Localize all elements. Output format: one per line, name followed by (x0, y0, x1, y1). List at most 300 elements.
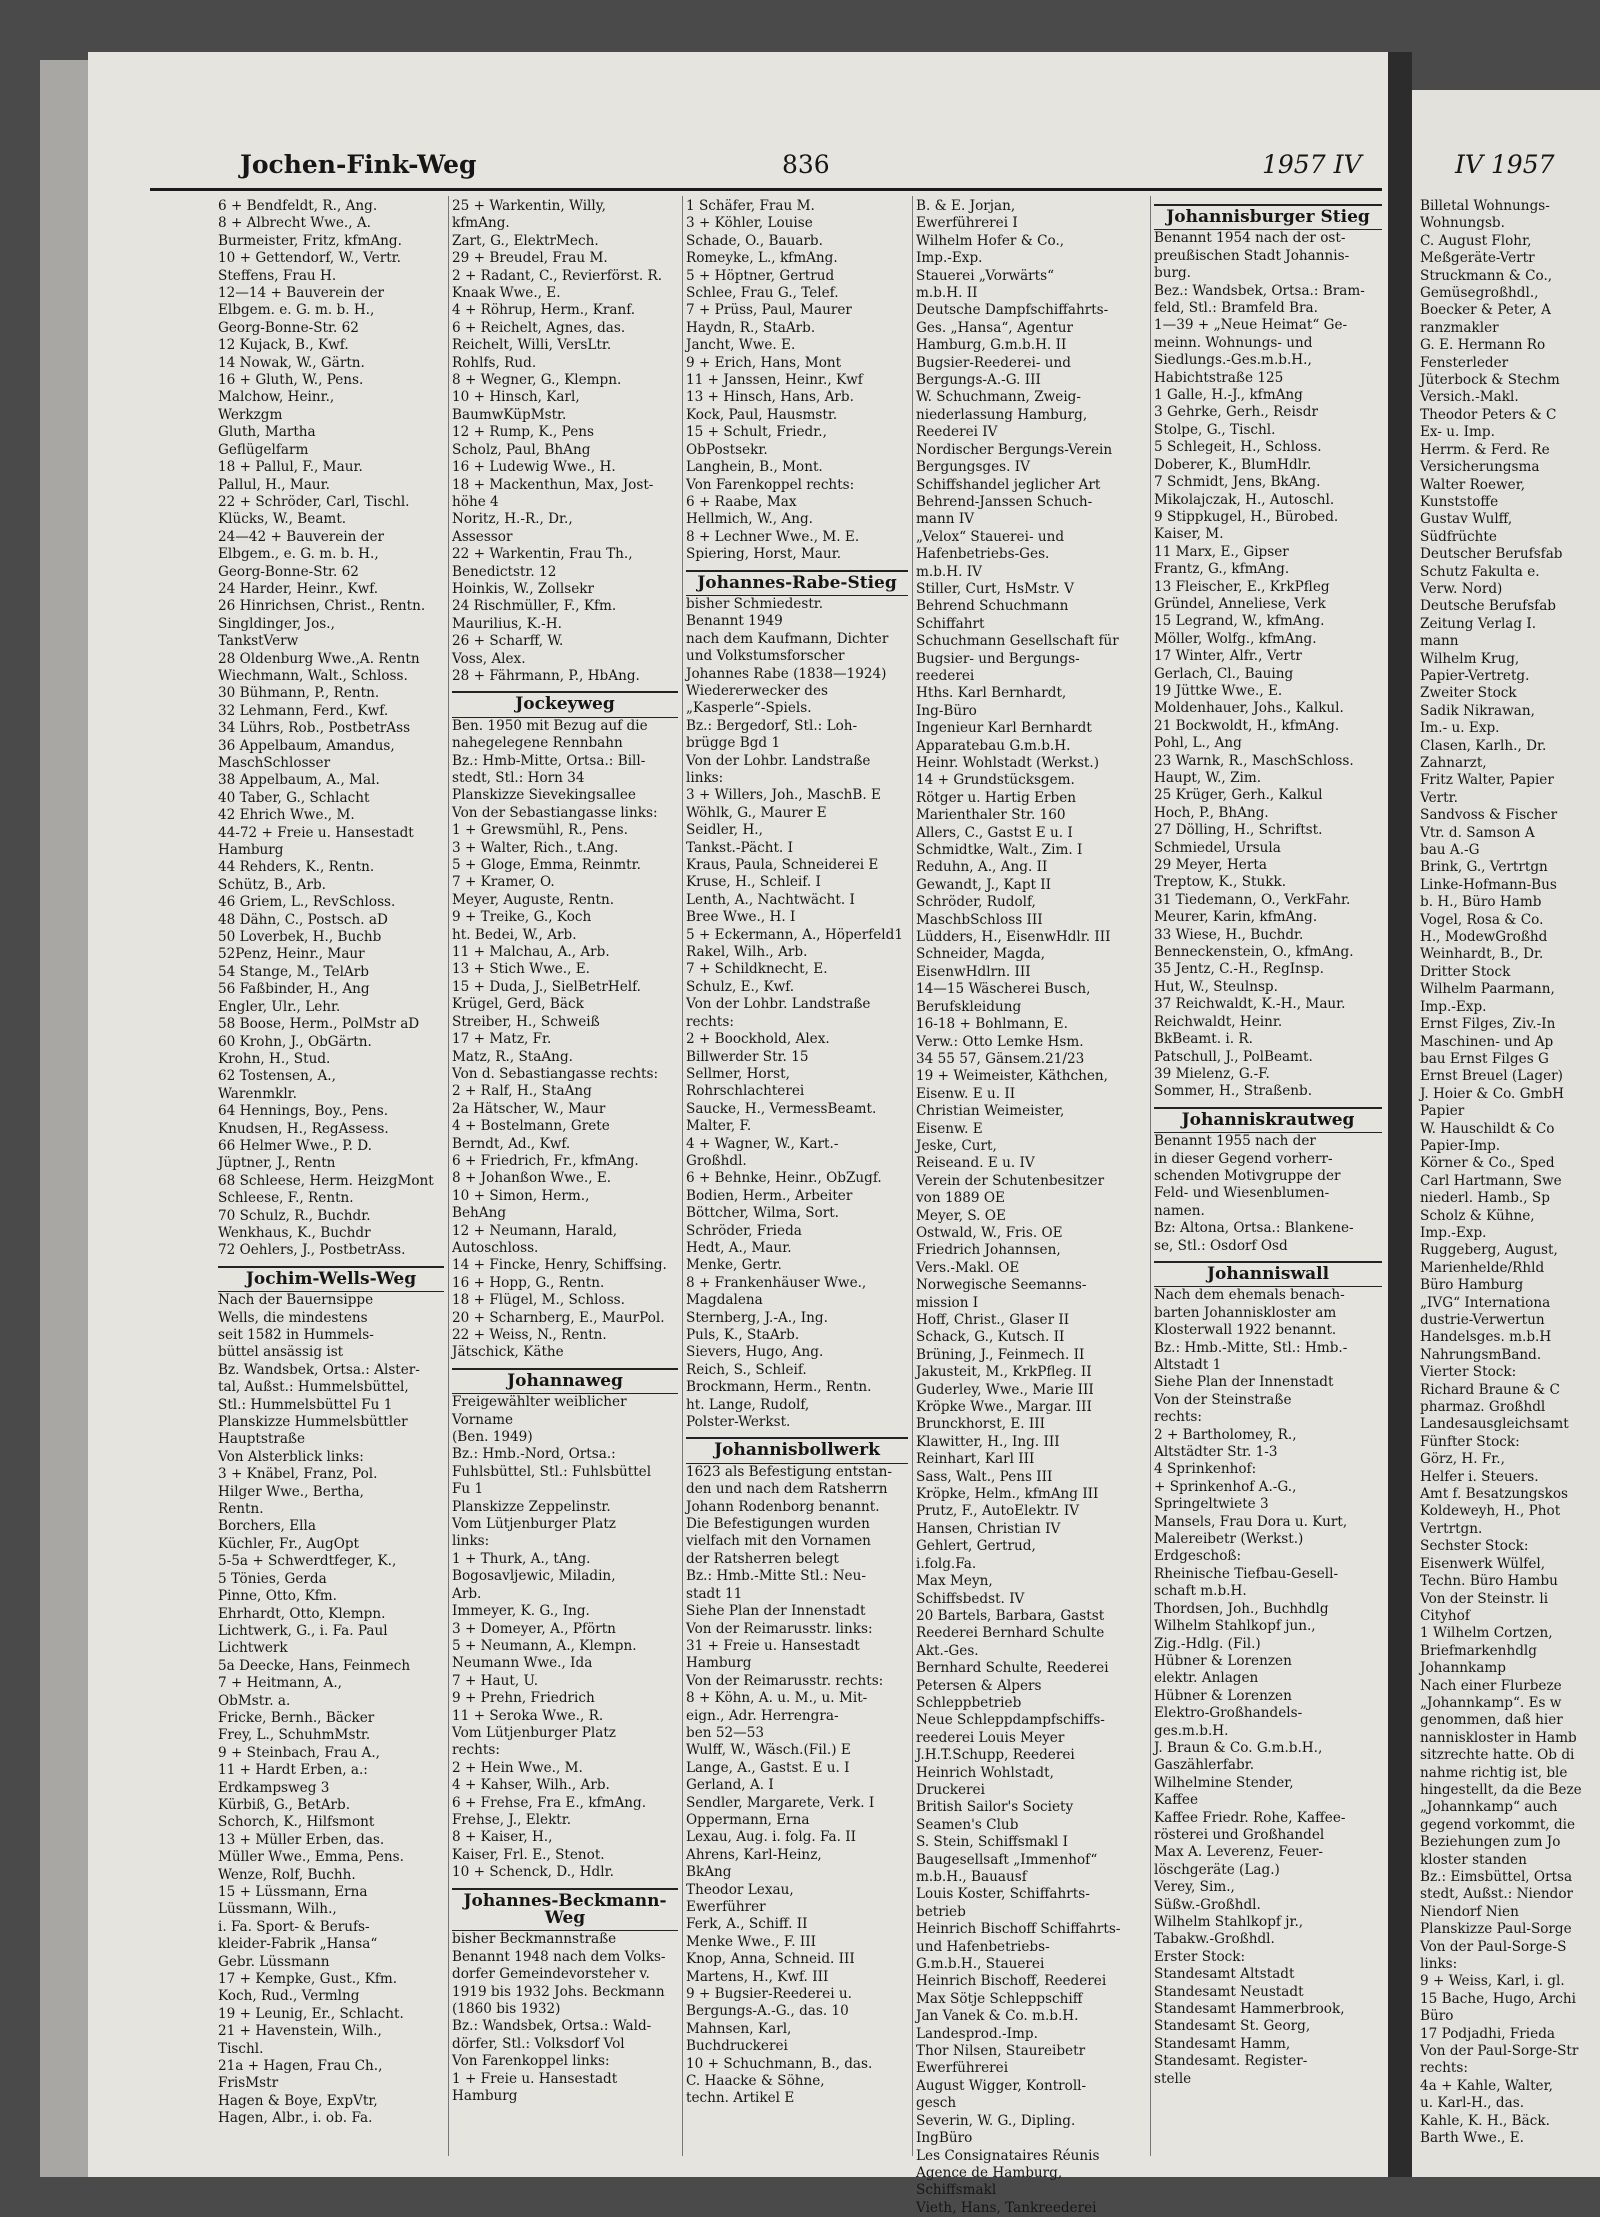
directory-entry: Zahnarzt, (1420, 755, 1487, 771)
directory-entry: Erdkampsweg 3 (218, 1779, 330, 1796)
directory-entry: IngBüro (916, 2130, 973, 2147)
directory-entry: 11 + Janssen, Heinr., Kwf (686, 372, 863, 389)
directory-entry: ranzmakler (1420, 319, 1499, 336)
directory-entry: 8 + Wegner, G., Klempn. (452, 372, 622, 389)
directory-entry: Allers, C., Gastst E u. I (916, 824, 1073, 841)
directory-entry: 12 + Neumann, Harald, (452, 1222, 618, 1239)
directory-entry: 4a + Kahle, Walter, (1420, 2077, 1553, 2094)
directory-entry: 16 + Hopp, G., Rentn. (452, 1274, 605, 1291)
directory-entry: ht. Bedei, W., Arb. (452, 926, 577, 943)
directory-entry: „IVG“ Internationa (1420, 1294, 1551, 1311)
directory-entry: Eisenwerk Wülfel, (1420, 1555, 1546, 1572)
directory-entry: Lüdders, H., EisenwHdlr. III (916, 929, 1111, 946)
directory-entry: Von Farenkoppel links: (452, 2053, 610, 2070)
directory-entry: Siehe Plan der Innenstadt (1154, 1374, 1334, 1391)
directory-entry: sitzrechte hatte. Ob di (1420, 1747, 1575, 1764)
column-divider (448, 196, 449, 2156)
directory-entry: Görz, H. Fr., (1420, 1451, 1505, 1468)
directory-entry: G. E. Hermann Ro (1420, 337, 1546, 354)
directory-entry: 7 + Schildknecht, E. (686, 961, 828, 978)
directory-entry: 1 Galle, H.-J., kfmAng (1154, 387, 1303, 404)
directory-entry: 20 + Scharnberg, E., MaurPol. (452, 1309, 665, 1326)
directory-entry: Imp.-Exp. (916, 250, 983, 267)
directory-entry: Kaffee Friedr. Rohe, Kaffee- (1154, 1809, 1346, 1826)
directory-entry: Guderley, Wwe., Marie III (916, 1381, 1094, 1398)
directory-entry: nahegelegene Rennbahn (452, 735, 623, 752)
street-heading: Johannisburger Stieg (1154, 204, 1382, 230)
directory-entry: ObMstr. a. (218, 1692, 291, 1709)
directory-entry: Rohrschlachterei (686, 1083, 805, 1100)
directory-entry: 21 + Havenstein, Wilh., (218, 2023, 382, 2040)
directory-entry: Hagen, Albr., i. ob. Fa. (218, 2110, 373, 2127)
directory-entry: 2 + Ralf, H., StaAng (452, 1083, 592, 1100)
directory-entry: Tischl. (218, 2040, 264, 2057)
directory-entry: 7 + Kramer, O. (452, 874, 555, 891)
directory-entry: J. Hoier & Co. GmbH (1420, 1085, 1565, 1102)
directory-entry: Krügel, Gerd, Bäck (452, 996, 584, 1013)
directory-entry: Behrend-Janssen Schuch- (916, 493, 1093, 510)
directory-entry: Zart, G., ElektrMech. (452, 232, 599, 249)
directory-entry: Marienthaler Str. 160 (916, 807, 1066, 824)
directory-entry: Briefmarkenhdlg (1420, 1642, 1537, 1659)
directory-entry: Malereibetr (Werkst.) (1154, 1531, 1304, 1548)
directory-entry: Sandvoss & Fischer (1420, 807, 1558, 824)
directory-entry: 33 Wiese, H., Buchdr. (1154, 926, 1304, 943)
directory-entry: Severin, W. G., Dipling. (916, 2112, 1076, 2129)
directory-entry: Vertrtgn. (1420, 1520, 1483, 1537)
directory-entry: Reederei IV (916, 424, 998, 441)
directory-entry: Johann Rodenborg benannt. (686, 1498, 880, 1515)
directory-entry: Ernst Filges, Ziv.-In (1420, 1016, 1556, 1033)
directory-entry: 7 + Haut, U. (452, 1672, 539, 1689)
directory-entry: Herrm. & Ferd. Re (1420, 441, 1550, 458)
directory-entry: 52Penz, Heinr., Maur (218, 946, 365, 963)
directory-entry: Bz: Altona, Ortsa.: Blankene- (1154, 1220, 1354, 1237)
directory-entry: gegend vorkommt, die (1420, 1816, 1576, 1833)
directory-entry: Kaiser, Frl. E., Stenot. (452, 1846, 605, 1863)
directory-entry: Im.- u. Exp. (1420, 720, 1500, 737)
directory-entry: Walter Roewer, (1420, 476, 1526, 493)
directory-entry: Malchow, Heinr., (218, 389, 335, 406)
directory-entry: namen. (1154, 1202, 1205, 1219)
directory-entry: Linke-Hofmann-Bus (1420, 876, 1557, 893)
directory-entry: 24 Harder, Heinr., Kwf. (218, 580, 379, 597)
directory-entry: 11 + Hardt Erben, a.: (218, 1762, 368, 1779)
directory-entry: Rohlfs, Rud. (452, 354, 537, 371)
directory-entry: b. H., Büro Hamb (1420, 894, 1542, 911)
directory-entry: Neumann Wwe., Ida (452, 1655, 593, 1672)
directory-entry: Engler, Ulr., Lehr. (218, 998, 341, 1015)
directory-column-5 (1154, 198, 1382, 2168)
directory-entry: 2 + Radant, C., Revierförst. R. (452, 267, 663, 284)
directory-entry: Niendorf Nien (1420, 1903, 1519, 1920)
directory-entry: Haydn, R., StaArb. (686, 319, 816, 336)
directory-entry: Christian Weimeister, (916, 1103, 1065, 1120)
directory-entry: nanniskloster in Hamb (1420, 1729, 1577, 1746)
directory-entry: Friedrich Johannsen, (916, 1242, 1061, 1259)
directory-entry: TankstVerw (218, 633, 299, 650)
directory-entry: 5 + Neumann, A., Klempn. (452, 1637, 637, 1654)
directory-entry: Saucke, H., VermessBeamt. (686, 1100, 877, 1117)
directory-entry: 10 + Schuchmann, B., das. (686, 2055, 873, 2072)
directory-entry: Standesamt St. Georg, (1154, 2018, 1311, 2035)
directory-entry: Bez.: Wandsbek, Ortsa.: Bram- (1154, 282, 1365, 299)
directory-entry: Standesamt Neustadt (1154, 1983, 1304, 2000)
directory-entry: dustrie-Verwertun (1420, 1312, 1545, 1328)
directory-entry: Erdgeschoß: (1154, 1548, 1242, 1565)
directory-entry: Fricke, Bernh., Bäcker (218, 1709, 375, 1726)
directory-entry: Von der Sebastiangasse links: (452, 804, 658, 821)
directory-entry: Haupt, W., Zim. (1154, 770, 1262, 786)
directory-entry: Cityhof (1420, 1607, 1470, 1624)
directory-entry: Spiering, Horst, Maur. (686, 546, 842, 563)
directory-entry: Menke, Gertr. (686, 1257, 782, 1274)
directory-entry: 17 Winter, Alfr., Vertr (1154, 648, 1302, 665)
directory-entry: stedt, Stl.: Horn 34 (452, 770, 585, 786)
directory-entry: mission I (916, 1294, 979, 1311)
directory-entry: Reich, S., Schleif. (686, 1361, 807, 1378)
directory-entry: „Velox“ Stauerei- und (916, 528, 1065, 545)
directory-entry: 38 Appelbaum, A., Mal. (218, 772, 380, 789)
directory-entry: Menke Wwe., F. III (686, 1933, 817, 1950)
directory-entry: Von der Paul-Sorge-Str (1420, 2043, 1579, 2060)
directory-entry: Bernhard Schulte, Reederei (916, 1660, 1109, 1677)
directory-entry: „Johannkamp“. Es w (1420, 1694, 1562, 1711)
directory-entry: 4 Sprinkenhof: (1154, 1461, 1257, 1478)
directory-entry: Eisenw. E u. II (916, 1085, 1016, 1102)
directory-entry: techn. Artikel E (686, 2090, 795, 2107)
directory-entry: 1623 als Befestigung entstan- (686, 1463, 892, 1480)
directory-entry: Verw.: Otto Lemke Hsm. (916, 1033, 1084, 1050)
directory-entry: 12—14 + Bauverein der (218, 285, 385, 302)
street-heading: Johannes-Rabe-Stieg (686, 570, 908, 596)
directory-entry: Barth Wwe., E. (1420, 2130, 1524, 2147)
directory-entry: Lüssmann, Wilh., (218, 1901, 337, 1918)
directory-entry: Bz.: Eimsbüttel, Ortsa (1420, 1869, 1573, 1885)
directory-entry: Frantz, G., kfmAng. (1154, 561, 1290, 578)
directory-entry: Magdalena (686, 1292, 763, 1309)
directory-entry: Planskizze Zeppelinstr. (452, 1498, 611, 1515)
directory-entry: Thordsen, Joh., Buchhdlg (1154, 1600, 1329, 1617)
directory-entry: genommen, daß hier (1420, 1712, 1563, 1729)
directory-entry: Immeyer, K. G., Ing. (452, 1603, 590, 1620)
directory-entry: 46 Griem, L., RevSchloss. (218, 894, 396, 911)
directory-entry: vielfach mit den Vornamen (686, 1533, 871, 1550)
directory-entry: Hoinkis, W., Zollsekr (452, 580, 594, 597)
directory-entry: Wilhelmine Stender, (1154, 1774, 1294, 1791)
directory-entry: Ernst Breuel (Lager) (1420, 1068, 1563, 1085)
directory-entry: mann (1420, 633, 1459, 650)
directory-entry: Boecker & Peter, A (1420, 302, 1551, 319)
directory-entry: Geflügelfarm (218, 441, 309, 458)
directory-entry: Standesamt. Register- (1154, 2053, 1308, 2070)
directory-entry: 1 Schäfer, Frau M. (686, 198, 815, 214)
directory-entry: mann IV (916, 511, 975, 528)
directory-entry: Kröpke, Helm., kfmAng III (916, 1486, 1099, 1503)
directory-entry: 1—39 + „Neue Heimat“ Ge- (1154, 317, 1348, 334)
directory-entry: Ges. „Hansa“, Agentur (916, 319, 1073, 336)
directory-entry: bisher Beckmannstraße (452, 1931, 617, 1948)
directory-entry: 10 + Hinsch, Karl, (452, 389, 580, 406)
street-heading: Johannaweg (452, 1368, 678, 1394)
directory-entry: rechts: (686, 1013, 734, 1030)
directory-entry: Sechster Stock: (1420, 1538, 1529, 1555)
directory-entry: 15 Bache, Hugo, Archi (1420, 1990, 1576, 2007)
directory-entry: Kürbiß, G., BetArb. (218, 1796, 351, 1813)
directory-entry: NahrungsmBand. (1420, 1346, 1542, 1363)
directory-entry: Büro (1420, 2008, 1454, 2025)
directory-entry: Lichtwerk (218, 1640, 288, 1657)
directory-entry: Landesausgleichsamt (1420, 1416, 1569, 1433)
directory-entry: Max A. Leverenz, Feuer- (1154, 1844, 1323, 1861)
directory-entry: Gaszählerfabr. (1154, 1757, 1255, 1774)
directory-entry: Heinr. Wohlstadt (Werkst.) (916, 755, 1100, 771)
directory-entry: Bz.: Hmb.-Nord, Ortsa.: (452, 1446, 616, 1463)
directory-entry: Bergungsges. IV (916, 459, 1030, 476)
directory-entry: Zig.-Hdlg. (Fil.) (1154, 1635, 1261, 1652)
directory-entry: Schuchmann Gesellschaft für (916, 633, 1119, 650)
directory-entry: 21 Bockwoldt, H., kfmAng. (1154, 717, 1340, 734)
directory-entry: Tabakw.-Großhdl. (1154, 1931, 1275, 1948)
directory-entry: Fuhlsbüttel, Stl.: Fuhlsbüttel (452, 1463, 652, 1480)
directory-column-4 (916, 198, 1146, 2216)
directory-entry: Bodien, Herm., Arbeiter (686, 1187, 853, 1204)
directory-entry: tal, Außst.: Hummelsbüttel, (218, 1379, 409, 1396)
directory-entry: Frey, L., SchuhmMstr. (218, 1727, 371, 1744)
directory-entry: Ewerführer (686, 1899, 766, 1915)
directory-entry: Hilger Wwe., Bertha, (218, 1483, 364, 1500)
directory-entry: Küchler, Fr., AugOpt (218, 1535, 360, 1552)
directory-entry: 14 + Fincke, Henry, Schiffsing. (452, 1257, 667, 1274)
directory-entry: Rheinische Tiefbau-Gesell- (1154, 1565, 1339, 1582)
directory-entry: Johannes Rabe (1838—1924) (686, 665, 887, 682)
directory-entry: niederl. Hamb., Sp (1420, 1190, 1550, 1207)
directory-entry: Kaiser, M. (1154, 526, 1224, 543)
directory-entry: Heinrich Wohlstadt, (916, 1764, 1054, 1781)
directory-entry: Georg-Bonne-Str. 62 (218, 563, 359, 580)
directory-entry: Louis Koster, Schiffahrts- (916, 1886, 1090, 1903)
directory-entry: ges.m.b.H. (1154, 1722, 1229, 1739)
directory-entry: 4 + Wagner, W., Kart.- (686, 1135, 839, 1152)
directory-entry: Ahrens, Karl-Heinz, (686, 1846, 822, 1863)
directory-entry: Hedt, A., Maur. (686, 1239, 792, 1256)
directory-entry: Stolpe, G., Tischl. (1154, 421, 1276, 438)
directory-entry: Kaffee (1154, 1792, 1199, 1809)
directory-entry: Südfrüchte (1420, 528, 1497, 545)
directory-entry: Hamburg, G.m.b.H. II (916, 337, 1067, 354)
directory-entry: 26 Hinrichsen, Christ., Rentn. (218, 598, 426, 615)
directory-entry: 8 + Lechner Wwe., M. E. (686, 528, 860, 545)
directory-entry: Koch, Rud., Vermlng (218, 1988, 360, 2005)
directory-entry: Max Sötje Schleppschiff (916, 1990, 1083, 2007)
directory-entry: 17 Podjadhi, Frieda (1420, 2025, 1555, 2042)
directory-entry: Krohn, H., Stud. (218, 1050, 331, 1067)
directory-entry: 2a Hätscher, W., Maur (452, 1100, 606, 1117)
directory-entry: Streiber, H., Schweiß (452, 1013, 600, 1030)
directory-entry: Lexau, Aug. i. folg. Fa. II (686, 1829, 857, 1846)
directory-entry: Papier-Imp. (1420, 1137, 1501, 1154)
directory-entry: 3 + Köhler, Louise (686, 215, 813, 232)
directory-entry: Bz.: Hmb.-Mitte Stl.: Neu- (686, 1568, 866, 1585)
street-heading: Jochim-Wells-Weg (218, 1266, 444, 1292)
directory-entry: 48 Dähn, C., Postsch. aD (218, 911, 388, 928)
directory-entry: 5 + Gloge, Emma, Reinmtr. (452, 857, 641, 874)
directory-entry: Sass, Walt., Pens III (916, 1468, 1053, 1485)
directory-entry: Wilhelm Stahlkopf jr., (1154, 1914, 1304, 1930)
directory-entry: 8 + Albrecht Wwe., A. (218, 215, 371, 232)
directory-entry: 5 Tönies, Gerda (218, 1570, 327, 1587)
street-heading: Johanniskrautweg (1154, 1107, 1382, 1133)
directory-entry: Benannt 1954 nach der ost- (1154, 230, 1346, 247)
directory-entry: Heinrich Bischoff Schiffahrts- (916, 1921, 1121, 1938)
directory-entry: Puls, K., StaArb. (686, 1327, 800, 1343)
directory-entry: Jakusteit, M., KrkPfleg. II (916, 1364, 1092, 1381)
directory-entry: British Sailor's Society (916, 1799, 1074, 1816)
directory-entry: Imp.-Exp. (1420, 1224, 1487, 1241)
directory-column-3 (686, 198, 908, 2168)
directory-entry: Die Befestigungen wurden (686, 1516, 870, 1533)
directory-entry: Sievers, Hugo, Ang. (686, 1344, 824, 1361)
directory-entry: Burmeister, Fritz, kfmAng. (218, 232, 402, 249)
directory-entry: Jeske, Curt, (916, 1137, 997, 1154)
directory-entry: in dieser Gegend vorherr- (1154, 1150, 1333, 1167)
directory-entry: Altstädter Str. 1-3 (1154, 1444, 1278, 1461)
directory-entry: Hansen, Christian IV (916, 1520, 1061, 1537)
directory-entry: 15 + Schult, Friedr., (686, 424, 827, 441)
directory-entry: Freigewählter weiblicher (452, 1394, 627, 1411)
directory-entry: Böttcher, Wilma, Sort. (686, 1205, 840, 1222)
directory-entry: Von d. Sebastiangasse rechts: (452, 1065, 659, 1082)
directory-entry: 13 + Hinsch, Hans, Arb. (686, 389, 854, 406)
directory-entry: Stiller, Curt, HsMstr. V (916, 580, 1074, 597)
directory-entry: Hübner & Lorenzen (1154, 1652, 1292, 1669)
directory-entry: Voss, Alex. (452, 650, 526, 667)
directory-entry: Gemüsegroßhdl., (1420, 285, 1539, 302)
directory-entry: Oppermann, Erna (686, 1811, 810, 1828)
directory-entry: 8 + Kaiser, H., (452, 1829, 553, 1846)
directory-entry: 40 Taber, G., Schlacht (218, 789, 370, 806)
directory-entry: BkBeamt. i. R. (1154, 1031, 1253, 1048)
directory-entry: meinn. Wohnungs- und (1154, 334, 1313, 351)
directory-entry: 10 + Gettendorf, W., Vertr. (218, 250, 401, 267)
directory-entry: Behrend Schuchmann (916, 598, 1069, 615)
directory-entry: Gerlach, Cl., Bauing (1154, 665, 1294, 682)
directory-entry: Beziehungen zum Jo (1420, 1834, 1561, 1851)
directory-entry: Meyer, S. OE (916, 1207, 1006, 1224)
directory-entry: Schorch, K., Hilfsmont (218, 1814, 375, 1831)
directory-entry: der Ratsherren belegt (686, 1550, 839, 1567)
column-divider (912, 196, 913, 2156)
directory-entry: Bz.: Hmb.-Mitte, Stl.: Hmb.- (1154, 1339, 1348, 1356)
directory-entry: Imp.-Exp. (1420, 998, 1487, 1015)
directory-entry: 20 Bartels, Barbara, Gastst (916, 1607, 1105, 1624)
directory-entry: Gehlert, Gertrud, (916, 1538, 1036, 1555)
directory-entry: Landesprod.-Imp. (916, 2025, 1038, 2042)
directory-entry: Martens, H., Kwf. III (686, 1968, 829, 1985)
directory-entry: Papier (1420, 1103, 1465, 1120)
directory-entry: 22 + Warkentin, Frau Th., (452, 546, 633, 563)
directory-entry: schaft m.b.H. (1154, 1583, 1247, 1600)
directory-entry: 9 + Prehn, Friedrich (452, 1690, 595, 1707)
directory-entry: Kock, Paul, Hausmstr. (686, 406, 838, 423)
directory-entry: Nach dem ehemals benach- (1154, 1287, 1345, 1304)
directory-entry: Süßw.-Großhdl. (1154, 1896, 1261, 1913)
directory-entry: (1860 bis 1932) (452, 2001, 561, 2018)
directory-entry: 10 + Simon, Herm., (452, 1187, 590, 1204)
directory-entry: 70 Schulz, R., Buchdr. (218, 1207, 371, 1224)
directory-entry: Gewandt, J., Kapt II (916, 876, 1052, 893)
directory-entry: „Kasperle“-Spiels. (686, 700, 812, 717)
directory-entry: 30 Bühmann, P., Rentn. (218, 685, 380, 702)
directory-entry: 42 Ehrich Wwe., M. (218, 807, 355, 824)
directory-entry: Ben. 1950 mit Bezug auf die (452, 717, 648, 734)
directory-entry: 16 + Gluth, W., Pens. (218, 372, 364, 389)
directory-entry: BkAng (686, 1864, 732, 1881)
directory-entry: Wulff, W., Wäsch.(Fil.) E (686, 1742, 851, 1759)
directory-entry: Marienhelde/Rhld (1420, 1259, 1545, 1276)
directory-entry: Bz.: Hmb-Mitte, Ortsa.: Bill- (452, 752, 646, 769)
directory-entry: Frehse, J., Elektr. (452, 1811, 572, 1828)
directory-entry: Planskizze Sievekingsallee (452, 787, 636, 804)
directory-entry: Großhdl. (686, 1152, 747, 1169)
directory-entry: Knaak Wwe., E. (452, 285, 561, 302)
directory-entry: Hagen & Boye, ExpVtr, (218, 2092, 378, 2109)
directory-entry: Max Meyn, (916, 1573, 993, 1590)
directory-entry: links: (1420, 1956, 1458, 1973)
directory-entry: Stauerei „Vorwärts“ (916, 267, 1055, 284)
directory-entry: Handelsges. m.b.H (1420, 1329, 1552, 1346)
directory-entry: 9 + Treike, G., Koch (452, 909, 592, 926)
directory-entry: Billetal Wohnungs- (1420, 198, 1550, 214)
directory-entry: W. Hauschildt & Co (1420, 1120, 1555, 1137)
directory-entry: Knop, Anna, Schneid. III (686, 1951, 855, 1968)
directory-entry: Schack, G., Kutsch. II (916, 1329, 1065, 1346)
directory-entry: Siedlungs.-Ges.m.b.H., (1154, 352, 1312, 369)
directory-entry: Elbgem. e. G. m. b. H., (218, 302, 375, 319)
directory-entry: Brüning, J., Feinmech. II (916, 1346, 1085, 1363)
directory-entry: Wilhelm Krug, (1420, 650, 1520, 667)
directory-entry: dörfer, Stl.: Volksdorf Vol (452, 2035, 625, 2052)
directory-entry: brügge Bgd 1 (686, 735, 781, 752)
directory-entry: (Ben. 1949) (452, 1429, 533, 1446)
directory-entry: 1919 bis 1932 Johs. Beckmann (452, 1983, 665, 2000)
directory-entry: burg. (1154, 265, 1191, 282)
directory-entry: Ferk, A., Schiff. II (686, 1916, 808, 1933)
directory-entry: Reichelt, Willi, VersLtr. (452, 337, 612, 354)
directory-entry: Vieth, Hans, Tankreederei (916, 2199, 1097, 2216)
directory-entry: Singldinger, Jos., (218, 615, 335, 632)
directory-entry: 56 Faßbinder, H., Ang (218, 981, 370, 998)
directory-entry: gesch (916, 2095, 957, 2112)
directory-entry: Assessor (452, 528, 513, 545)
directory-entry: Schiffshandel jeglicher Art (916, 476, 1101, 493)
directory-entry: 64 Hennings, Boy., Pens. (218, 1103, 389, 1120)
directory-entry: kloster standen (1420, 1851, 1527, 1868)
directory-entry: preußischen Stadt Johannis- (1154, 247, 1350, 264)
directory-entry: Standesamt Hammerbrook, (1154, 2001, 1345, 2018)
directory-entry: 9 + Bugsier-Reederei u. (686, 1986, 852, 2003)
directory-entry: Benannt 1949 (686, 613, 783, 630)
directory-entry: 1 Wilhelm Cortzen, (1420, 1625, 1553, 1642)
directory-entry: Springeltwiete 3 (1154, 1496, 1269, 1513)
directory-entry: Malter, F. (686, 1118, 752, 1135)
directory-entry: links: (452, 1533, 490, 1550)
directory-entry: 7 Schmidt, Jens, BkAng. (1154, 474, 1321, 491)
next-page-column (1420, 198, 1600, 2173)
directory-entry: büttel ansässig ist (218, 1344, 344, 1361)
directory-entry: Wilhelm Hofer & Co., (916, 232, 1065, 249)
directory-entry: 12 + Rump, K., Pens (452, 424, 594, 441)
